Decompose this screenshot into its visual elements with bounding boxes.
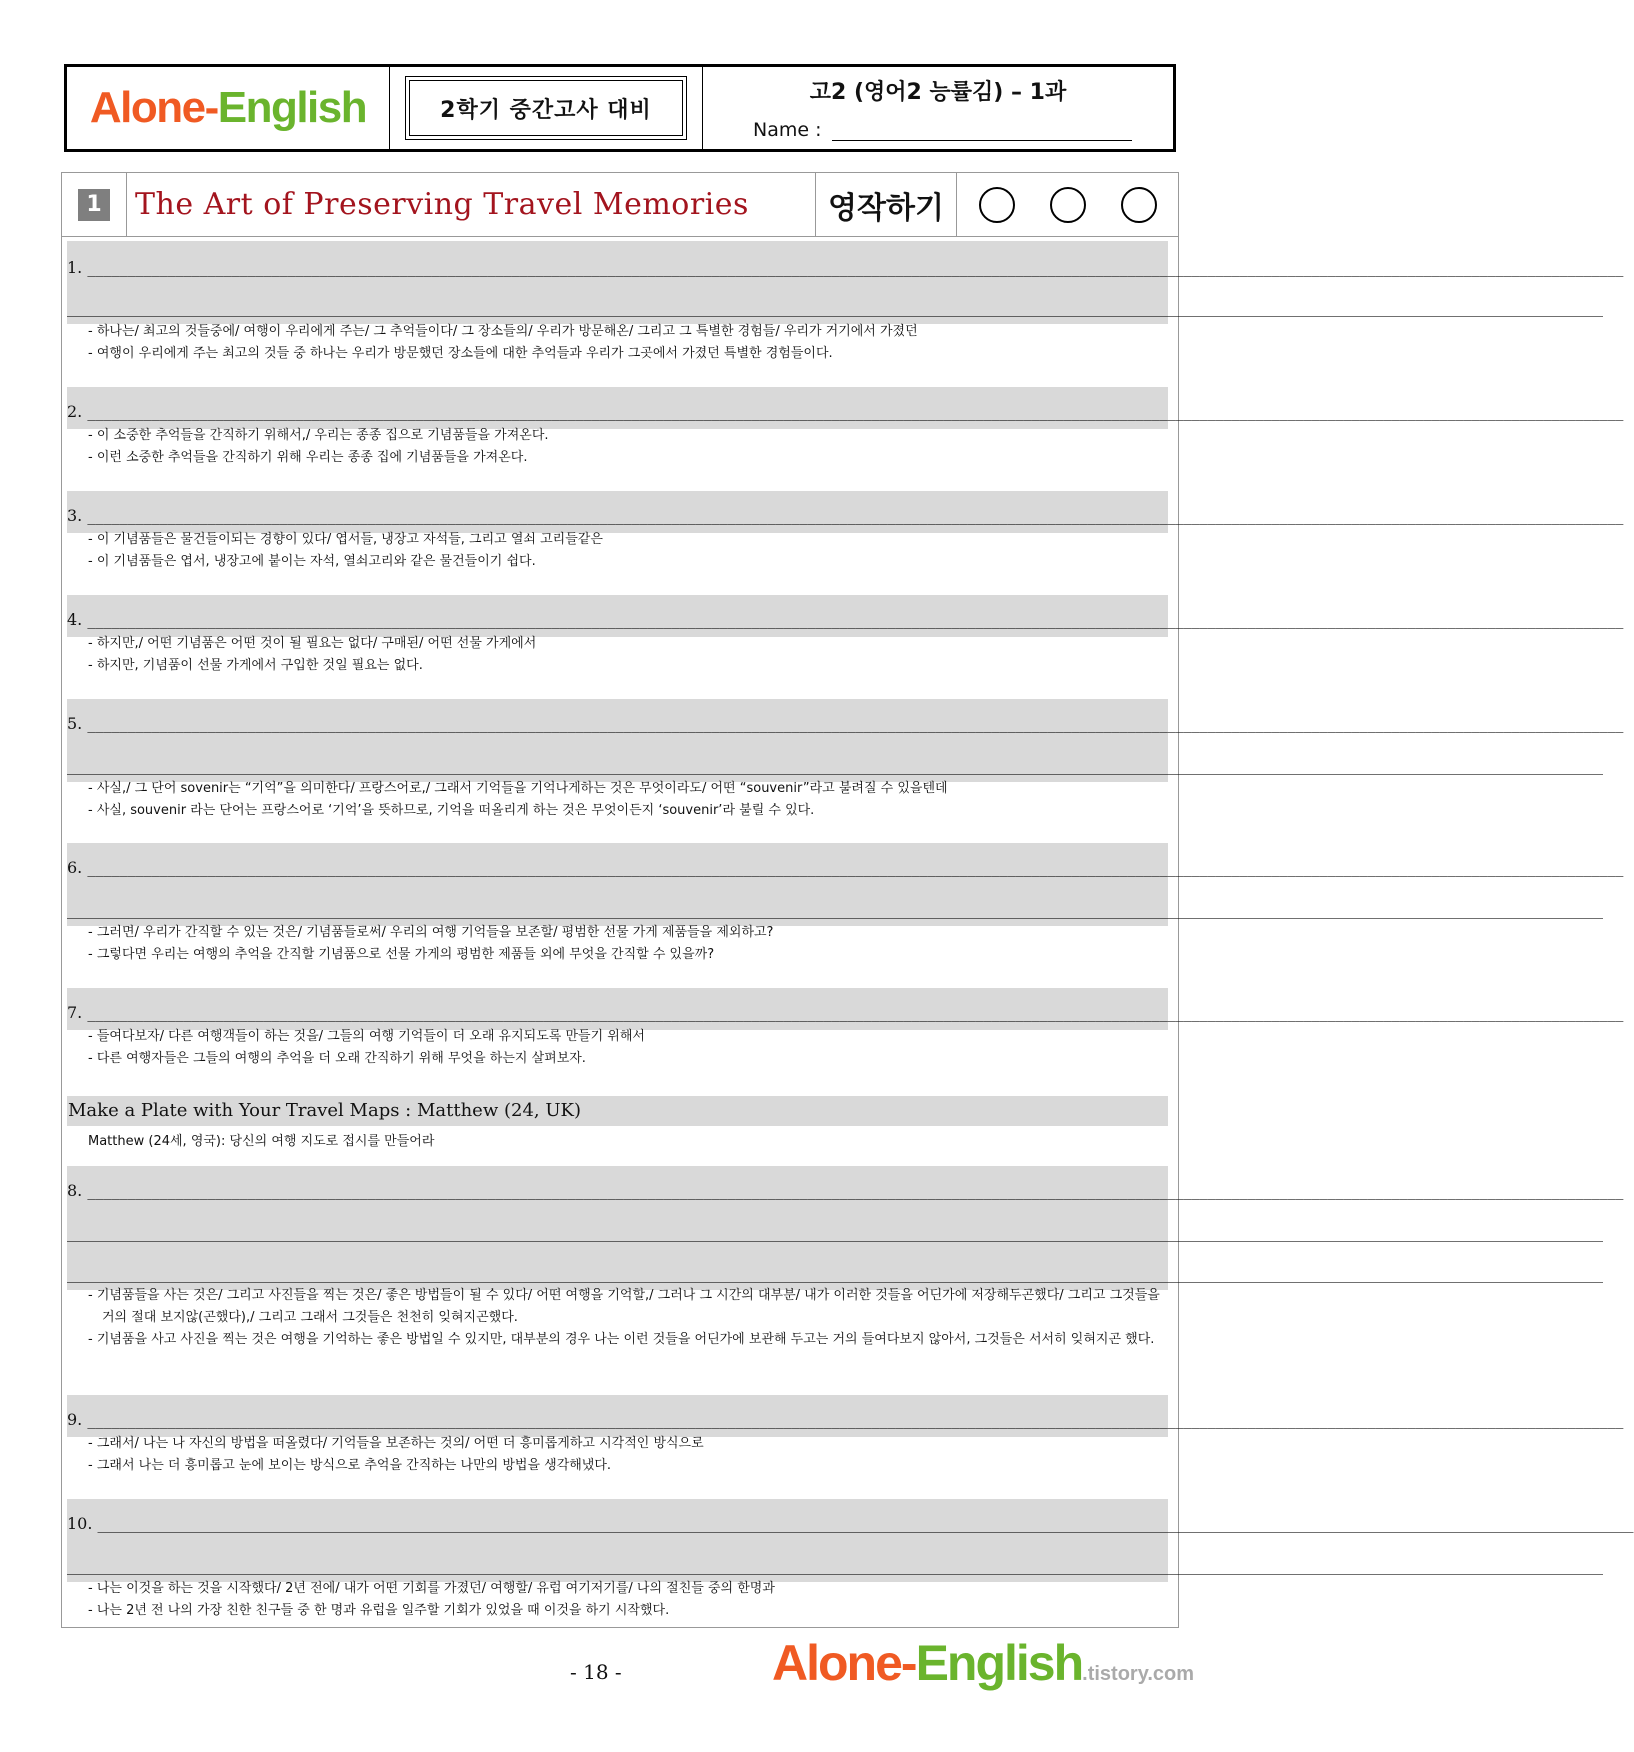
answer-line: 5. ________________________________________________________________________________________________________________________________________________________________________________________________ (67, 714, 1624, 733)
name-label: Name : (753, 119, 822, 141)
exam-title: 2학기 중간고사 대비 (405, 76, 687, 140)
answer-line: 9. ________________________________________________________________________________________________________________________________________________________________________________________________ (67, 1410, 1624, 1429)
answer-line: 3. ________________________________________________________________________________________________________________________________________________________________________________________________ (67, 506, 1624, 525)
answer-line: 8. ________________________________________________________________________________________________________________________________________________________________________________________________ (67, 1181, 1624, 1200)
answer-line: 1. ________________________________________________________________________________________________________________________________________________________________________________________________ (67, 258, 1624, 277)
answer-line: ________________________________________________________________________________________________________________________________________________________________________________________________ (67, 1223, 1603, 1242)
brand-logo: Alone-English (89, 83, 367, 132)
section-label: 영작하기 (816, 173, 957, 236)
answer-line: ________________________________________________________________________________________________________________________________________________________________________________________________ (67, 298, 1603, 317)
answer-box-9[interactable] (67, 1395, 1624, 1437)
footer-logo (772, 1634, 1194, 1692)
translation: - 그래서/ 나는 나 자신의 방법을 떠올렸다/ 기억들을 보존하는 것의/ 어떤 더 흥미롭게하고 시각적인 방식으로 - 그래서 나는 더 흥미롭고 눈에 보이는 방식으로 추억을 간직하는 나만의 방법을 생각해냈다. (88, 1436, 704, 1473)
footer-brand-logo: Alone-English (772, 1635, 1083, 1691)
answer-box-1[interactable] (67, 241, 1624, 324)
section-number-cell (62, 173, 127, 236)
answer-line: 6. ________________________________________________________________________________________________________________________________________________________________________________________________ (67, 858, 1624, 877)
translation: - 그러면/ 우리가 간직할 수 있는 것은/ 기념품들로써/ 우리의 여행 기억들을 보존할/ 평범한 선물 가게 제품들을 제외하고? - 그렇다면 우리는 여행의 추억을 간직할 기념품으로 선물 가게의 평범한 제품들 외에 무엇을 간직할 수 있을까? (88, 925, 774, 962)
translation: - 이 소중한 추억들을 간직하기 위해서,/ 우리는 종종 집으로 기념품들을 가져온다. - 이런 소중한 추억들을 간직하기 위해 우리는 종종 집에 기념품들을 가져온다. (88, 428, 549, 465)
header-logo-cell (67, 67, 390, 149)
answer-line: 10. ________________________________________________________________________________________________________________________________________________________________________________________________ (67, 1514, 1634, 1533)
header-title-cell (390, 67, 703, 149)
answer-line: ________________________________________________________________________________________________________________________________________________________________________________________________ (67, 900, 1603, 919)
answer-line: 4. ________________________________________________________________________________________________________________________________________________________________________________________________ (67, 610, 1624, 629)
grade-label: 고2 (영어2 능률김) – 1과 (809, 80, 1067, 105)
name-row (753, 119, 1132, 141)
answer-line: 7. ________________________________________________________________________________________________________________________________________________________________________________________________ (67, 1003, 1624, 1022)
answer-box-6[interactable] (67, 843, 1624, 926)
subheading: Make a Plate with Your Travel Maps : Matthew (24, UK) (67, 1096, 1168, 1126)
page-number: - 18 - (570, 1660, 622, 1684)
worksheet-header (64, 64, 1176, 152)
translation: - 하나는/ 최고의 것들중에/ 여행이 우리에게 주는/ 그 추억들이다/ 그 장소들의/ 우리가 방문해온/ 그리고 그 특별한 경험들/ 우리가 거기에서 가졌던 - 여행이 우리에게 주는 최고의 것들 중 하나는 우리가 방문했던 장소들에 대한 추억들과 우리가 그곳에서 가졌던 특별한 경험들이다. (88, 324, 918, 361)
translation: - 기념품들을 사는 것은/ 그리고 사진들을 찍는 것은/ 좋은 방법들이 될 수 있다/ 어떤 여행을 기억할,/ 그러나 그 시간의 대부분/ 내가 이러한 것들을 어딘가에 저장해두곤했다/ 그리고 그것들을 거의 절대 보지않(곤했다),/ 그리고 그래서 그것들은 천천히 잊혀지곤했다. - 기념품을 사고 사진을 찍는 것은 여행을 기억하는 좋은 방법일 수 있지만, 대부분의 경우 나는 이런 것들을 어딘가에 보관해 두고는 거의 들여다보지 않아서, 그것들은 서서히 잊혀지곤 했다. (88, 1288, 1160, 1347)
translation: - 이 기념품들은 물건들이되는 경향이 있다/ 엽서들, 냉장고 자석들, 그리고 열쇠 고리들같은 - 이 기념품들은 엽서, 냉장고에 붙이는 자석, 열쇠고리와 같은 물건들이기 쉽다. (88, 532, 603, 569)
check-circles (957, 173, 1178, 236)
check-circle[interactable] (1050, 187, 1086, 223)
tistory-suffix: .tistory.com (1082, 1663, 1195, 1685)
check-circle[interactable] (1121, 187, 1157, 223)
translation: - 나는 이것을 하는 것을 시작했다/ 2년 전에/ 내가 어떤 기회를 가졌던/ 여행할/ 유럽 여기저기를/ 나의 절친들 중의 한명과 - 나는 2년 전 나의 가장 친한 친구들 중 한 명과 유럽을 일주할 기회가 있었을 때 이것을 하기 시작했다. (88, 1581, 775, 1618)
section-number: 1 (78, 189, 110, 221)
translation: - 하지만,/ 어떤 기념품은 어떤 것이 될 필요는 없다/ 구매된/ 어떤 선물 가게에서 - 하지만, 기념품이 선물 가게에서 구입한 것일 필요는 없다. (88, 636, 537, 673)
answer-line: ________________________________________________________________________________________________________________________________________________________________________________________________ (67, 1556, 1603, 1575)
header-info-cell (703, 67, 1173, 149)
answer-box-4[interactable] (67, 595, 1624, 637)
section-bar (62, 173, 1178, 237)
check-circle[interactable] (979, 187, 1015, 223)
answer-box-10[interactable] (67, 1499, 1634, 1582)
name-blank[interactable] (832, 122, 1132, 141)
answer-line: 2. ________________________________________________________________________________________________________________________________________________________________________________________________ (67, 402, 1624, 421)
answer-line: ________________________________________________________________________________________________________________________________________________________________________________________________ (67, 756, 1603, 775)
subheading-translation: Matthew (24세, 영국): 당신의 여행 지도로 접시를 만들어라 (88, 1134, 435, 1149)
answer-box-2[interactable] (67, 387, 1624, 429)
answer-box-7[interactable] (67, 988, 1624, 1030)
answer-box-3[interactable] (67, 491, 1624, 533)
answer-box-5[interactable] (67, 699, 1624, 782)
answer-line: ________________________________________________________________________________________________________________________________________________________________________________________________ (67, 1264, 1603, 1283)
section-title: The Art of Preserving Travel Memories (127, 173, 816, 236)
translation: - 사실,/ 그 단어 sovenir는 “기억”을 의미한다/ 프랑스어로,/ 그래서 기억들을 기억나게하는 것은 무엇이라도/ 어떤 “souvenir”라고 불려질 수 있을텐데 - 사실, souvenir 라는 단어는 프랑스어로 ‘기억’을 뜻하므로, 기억을 떠올리게 하는 것은 무엇이든지 ‘souvenir’라 불릴 수 있다. (88, 781, 948, 818)
translation: - 들여다보자/ 다른 여행객들이 하는 것을/ 그들의 여행 기억들이 더 오래 유지되도록 만들기 위해서 - 다른 여행자들은 그들의 여행의 추억을 더 오래 간직하기 위해 무엇을 하는지 살펴보자. (88, 1029, 645, 1066)
answer-box-8[interactable] (67, 1166, 1624, 1290)
